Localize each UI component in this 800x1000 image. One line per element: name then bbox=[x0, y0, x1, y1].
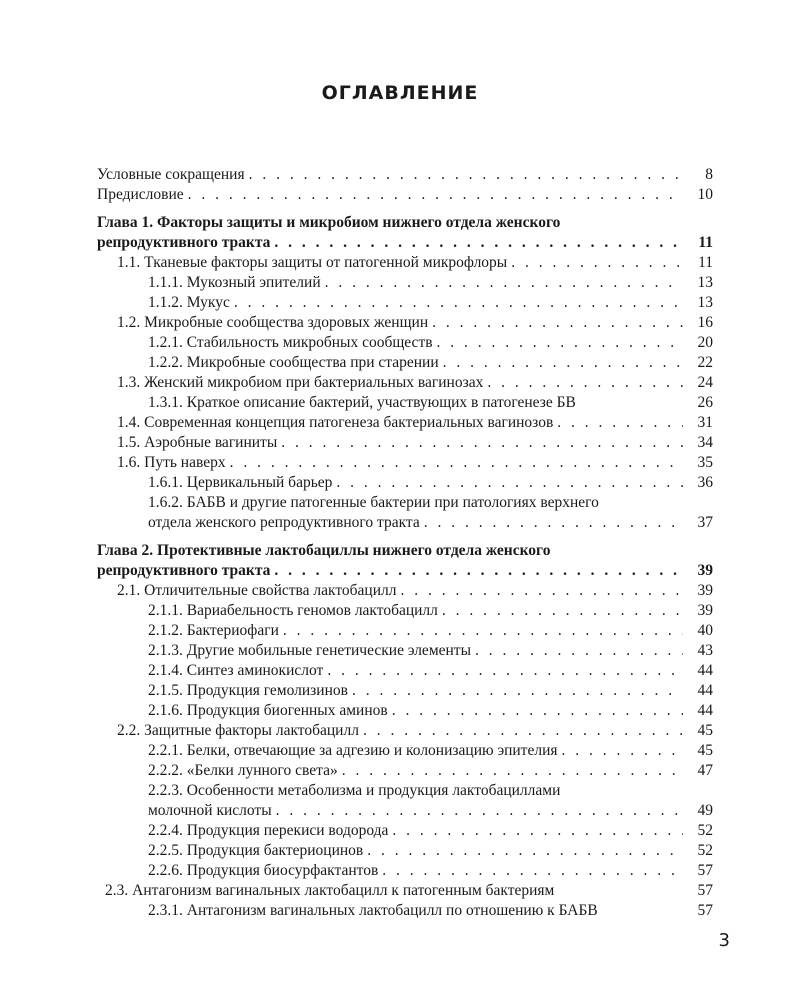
toc-chapter-row bbox=[97, 561, 713, 581]
toc-page-number: 37 bbox=[697, 514, 713, 531]
toc-page-number: 52 bbox=[697, 842, 713, 859]
toc-page-number: 36 bbox=[697, 474, 713, 491]
toc-dot-leader bbox=[382, 861, 683, 881]
toc-entry-row bbox=[97, 253, 713, 273]
toc-entry-title: 2.2.3. Особенности метаболизма и продукция лактобациллами bbox=[148, 782, 561, 799]
toc-chapter-row bbox=[97, 213, 713, 233]
toc-page-number: 47 bbox=[697, 762, 713, 779]
toc-dot-leader bbox=[443, 353, 683, 373]
toc-entry-row bbox=[97, 393, 713, 413]
toc-page-number: 20 bbox=[697, 334, 713, 351]
toc-entry-title: 2.1.2. Бактериофаги bbox=[148, 622, 279, 639]
toc-entry-title: 1.5. Аэробные вагиниты bbox=[117, 434, 278, 451]
toc-entry-row bbox=[97, 861, 713, 881]
toc-entry-title: 2.2.6. Продукция биосурфактантов bbox=[148, 862, 379, 879]
page-title: ОГЛАВЛЕНИЕ bbox=[321, 82, 479, 104]
toc-dot-leader bbox=[392, 821, 683, 841]
toc-page-number: 52 bbox=[697, 822, 713, 839]
toc-dot-leader bbox=[274, 233, 683, 253]
toc-entry-title: 2.1.5. Продукция гемолизинов bbox=[148, 682, 348, 699]
section-gap bbox=[97, 533, 713, 541]
table-of-contents bbox=[97, 165, 713, 921]
toc-entry-title: 1.6.1. Цервикальный барьер bbox=[148, 474, 333, 491]
toc-dot-leader bbox=[401, 581, 684, 601]
toc-page-number: 39 bbox=[697, 562, 713, 579]
toc-dot-leader bbox=[234, 293, 683, 313]
toc-page-number: 10 bbox=[697, 186, 713, 203]
toc-page-number: 45 bbox=[697, 722, 713, 739]
toc-entry-row bbox=[97, 601, 713, 621]
toc-page-number: 26 bbox=[697, 394, 713, 411]
toc-dot-leader bbox=[367, 841, 683, 861]
toc-entry-title: репродуктивного тракта bbox=[97, 562, 271, 579]
toc-dot-leader bbox=[437, 333, 683, 353]
toc-page-number: 13 bbox=[697, 294, 713, 311]
toc-entry-title: 2.1. Отличительные свойства лактобацилл bbox=[117, 582, 397, 599]
toc-entry-title: Предисловие bbox=[97, 186, 184, 203]
toc-page-number: 35 bbox=[697, 454, 713, 471]
toc-entry-row bbox=[97, 273, 713, 293]
toc-entry-title: 2.2.4. Продукция перекиси водорода bbox=[148, 822, 389, 839]
toc-page-number: 11 bbox=[698, 234, 713, 251]
toc-entry-row bbox=[97, 741, 713, 761]
toc-entry-row bbox=[97, 453, 713, 473]
toc-entry-title: Условные сокращения bbox=[97, 166, 245, 183]
toc-page-number: 44 bbox=[697, 702, 713, 719]
toc-entry-title: 1.2.2. Микробные сообщества при старении bbox=[148, 354, 439, 371]
toc-entry-row bbox=[97, 473, 713, 493]
toc-entry-row bbox=[97, 413, 713, 433]
toc-entry-title: 2.2.5. Продукция бактериоцинов bbox=[148, 842, 364, 859]
toc-chapter-row bbox=[97, 233, 713, 253]
toc-entry-title: 2.2.1. Белки, отвечающие за адгезию и колонизацию эпителия bbox=[148, 742, 558, 759]
toc-entry-row bbox=[97, 493, 713, 513]
toc-page-number: 24 bbox=[697, 374, 713, 391]
toc-dot-leader bbox=[562, 741, 684, 761]
toc-dot-leader bbox=[424, 513, 683, 533]
toc-dot-leader bbox=[342, 761, 683, 781]
toc-dot-leader bbox=[392, 701, 683, 721]
toc-entry-title: 2.2.2. «Белки лунного света» bbox=[148, 762, 338, 779]
toc-entry-title: 2.1.6. Продукция биогенных аминов bbox=[148, 702, 388, 719]
toc-page-number: 39 bbox=[697, 582, 713, 599]
toc-entry-row bbox=[97, 841, 713, 861]
toc-page-number: 44 bbox=[697, 662, 713, 679]
toc-page-number: 8 bbox=[705, 166, 713, 183]
toc-dot-leader bbox=[336, 473, 683, 493]
toc-entry-title: 1.2.1. Стабильность микробных сообществ bbox=[148, 334, 433, 351]
toc-entry-title: 1.6. Путь наверх bbox=[117, 454, 226, 471]
toc-entry-title: отдела женского репродуктивного тракта bbox=[148, 514, 420, 531]
toc-dot-leader bbox=[363, 721, 683, 741]
toc-entry-row bbox=[97, 641, 713, 661]
toc-entry-title: Глава 2. Протективные лактобациллы нижнего отдела женского bbox=[97, 542, 551, 559]
toc-entry-row bbox=[97, 433, 713, 453]
toc-entry-row bbox=[97, 185, 713, 205]
toc-page-number: 11 bbox=[698, 254, 713, 271]
toc-page-number: 57 bbox=[697, 902, 713, 919]
toc-dot-leader bbox=[188, 185, 683, 205]
toc-entry-title: 1.4. Современная концепция патогенеза бактериальных вагинозов bbox=[117, 414, 554, 431]
toc-dot-leader bbox=[511, 253, 683, 273]
toc-entry-row bbox=[97, 881, 713, 901]
toc-entry-row bbox=[97, 293, 713, 313]
toc-dot-leader bbox=[249, 165, 683, 185]
toc-chapter-row bbox=[97, 541, 713, 561]
toc-entry-row bbox=[97, 513, 713, 533]
toc-dot-leader bbox=[475, 641, 683, 661]
toc-dot-leader bbox=[325, 273, 683, 293]
toc-entry-row bbox=[97, 701, 713, 721]
toc-page-number: 40 bbox=[697, 622, 713, 639]
toc-entry-title: репродуктивного тракта bbox=[97, 234, 271, 251]
toc-dot-leader bbox=[442, 601, 683, 621]
toc-page-number: 31 bbox=[697, 414, 713, 431]
toc-entry-title: 1.1. Тканевые факторы защиты от патогенной микрофлоры bbox=[117, 254, 508, 271]
toc-entry-title: 2.3.1. Антагонизм вагинальных лактобацилл по отношению к БАБВ bbox=[148, 902, 598, 919]
section-gap bbox=[97, 205, 713, 213]
toc-entry-title: 1.3.1. Краткое описание бактерий, участвующих в патогенезе БВ bbox=[148, 394, 576, 411]
toc-page-number: 57 bbox=[697, 882, 713, 899]
toc-entry-title: 1.1.1. Мукозный эпителий bbox=[148, 274, 321, 291]
toc-dot-leader bbox=[327, 661, 683, 681]
toc-dot-leader bbox=[283, 621, 683, 641]
toc-entry-row bbox=[97, 661, 713, 681]
toc-entry-title: 1.6.2. БАБВ и другие патогенные бактерии при патологиях верхнего bbox=[148, 494, 599, 511]
toc-page-number: 34 bbox=[697, 434, 713, 451]
toc-entry-title: 2.1.1. Вариабельность геномов лактобацилл bbox=[148, 602, 438, 619]
toc-entry-title: 1.2. Микробные сообщества здоровых женщин bbox=[117, 314, 429, 331]
toc-dot-leader bbox=[432, 313, 683, 333]
toc-entry-title: молочной кислоты bbox=[148, 802, 272, 819]
toc-entry-row bbox=[97, 373, 713, 393]
toc-entry-row bbox=[97, 801, 713, 821]
toc-entry-title: 1.1.2. Мукус bbox=[148, 294, 230, 311]
toc-page-number: 16 bbox=[697, 314, 713, 331]
toc-page-number: 44 bbox=[697, 682, 713, 699]
toc-dot-leader bbox=[281, 433, 683, 453]
toc-entry-row bbox=[97, 621, 713, 641]
toc-page-number: 43 bbox=[697, 642, 713, 659]
toc-dot-leader bbox=[487, 373, 683, 393]
toc-entry-row bbox=[97, 721, 713, 741]
toc-entry-row bbox=[97, 581, 713, 601]
toc-entry-title: Глава 1. Факторы защиты и микробиом нижнего отдела женского bbox=[97, 214, 561, 231]
toc-entry-title: 2.1.3. Другие мобильные генетические элементы bbox=[148, 642, 471, 659]
toc-page-number: 57 bbox=[697, 862, 713, 879]
toc-dot-leader bbox=[274, 561, 683, 581]
toc-entry-row bbox=[97, 781, 713, 801]
toc-entry-row bbox=[97, 761, 713, 781]
toc-dot-leader bbox=[557, 413, 683, 433]
toc-entry-row bbox=[97, 681, 713, 701]
toc-page-number: 22 bbox=[697, 354, 713, 371]
toc-dot-leader bbox=[276, 801, 683, 821]
toc-entry-title: 2.3. Антагонизм вагинальных лактобацилл к патогенным бактериям bbox=[105, 882, 555, 899]
toc-page-number: 39 bbox=[697, 602, 713, 619]
toc-entry-title: 1.3. Женский микробиом при бактериальных вагинозах bbox=[117, 374, 484, 391]
toc-entry-row bbox=[97, 313, 713, 333]
toc-entry-title: 2.2. Защитные факторы лактобацилл bbox=[117, 722, 359, 739]
toc-entry-row bbox=[97, 901, 713, 921]
page-number: 3 bbox=[718, 930, 730, 951]
toc-dot-leader bbox=[230, 453, 683, 473]
toc-page-number: 49 bbox=[697, 802, 713, 819]
toc-entry-row bbox=[97, 353, 713, 373]
toc-entry-title: 2.1.4. Синтез аминокислот bbox=[148, 662, 324, 679]
toc-page-number: 45 bbox=[697, 742, 713, 759]
toc-page-number: 13 bbox=[697, 274, 713, 291]
toc-dot-leader bbox=[352, 681, 683, 701]
toc-entry-row bbox=[97, 821, 713, 841]
toc-entry-row bbox=[97, 333, 713, 353]
toc-entry-row bbox=[97, 165, 713, 185]
